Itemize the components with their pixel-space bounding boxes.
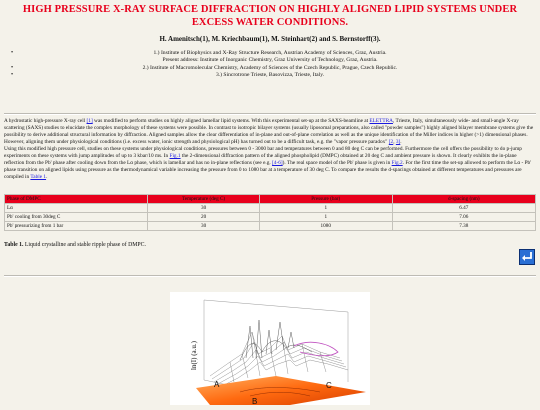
table-cell: Lα — [5, 204, 148, 213]
affiliation-item: • 1.) Institute of Biophysics and X-Ray Structure Research, Austrian Academy of Sciences, Graz, Austria. — [11, 50, 387, 56]
table-row — [5, 204, 536, 213]
bullet-icon: • — [11, 72, 14, 79]
diffraction-figure — [170, 292, 370, 405]
bullet-icon: • — [11, 64, 14, 71]
elettra-link[interactable]: ELETTRA — [369, 118, 393, 124]
table-cell: 1 — [259, 213, 392, 222]
table-cell: 7.38 — [392, 222, 535, 231]
abstract-text: A hydrostatic high-pressure X-ray cell [1] was modified to perform studies on highly aligned lamellar lipid systems. With this experimental set-up at the SAXS-beamline at ELETTRA, Trieste, Italy, simultaneously wide- and small-angle X-ray scattering (SAXS) studies to elucidate the complex morphology of these systems were possible. In contrast to isotropic bilayer systems (usually liposomal preparations, also called "powder samples") highly aligned bilayer membrane systems give the possibility to derive additional structural information by diffraction. Aligned samples allow the clear differentiation of in-plane and out-of-plane correlation as well as the unique identification of the Miller indices in higher (>1) dimensional phases. However, aligning them under physiological conditions (i.e. excess water, ionic strength and physiological pH) has turned out to be a difficult task, e.g. the "vapor pressure paradox" [2, 3]. Using this modified high pressure cell, studies on these systems under physiological conditions, pressures between 0 - 3000 bar and temperatures between 0 and 80 deg C can be performed. Furthermore the cell offers the possibility to do p-jump experiments on these systems with jump amplitudes of up to 3 kbar/10 ms. In Fig.1 the 2-dimensional diffraction pattern of the aligned phospholipid (DMPC) obtained at 20 deg C and ambient pressure is shown. It clearly exhibits the in-plane reflection from the Pb' phase after cooling down from the Lα phase, which is lamellar and has no in-plane reflections (see e.g. [4-6]). The real space model of the Pb' phase is given in Fig.2. For the first time the set-up allowed to perform the Lα - Pb' phase transition on aligned lipids using pressure as the thermodynamical variable increasing the pressure from 0 to 1080 bar at a temperature of 30 deg C. To compare the results the d-spacings obtained at different temperatures and pressures are compiled in Table 1. — [4, 118, 534, 180]
table-cell: 1 — [259, 204, 392, 213]
column-header-phase: Phase of DMPC — [5, 195, 148, 204]
projection-plane — [196, 376, 366, 405]
back-button[interactable] — [519, 249, 535, 265]
divider — [4, 275, 536, 277]
authors-line: H. Amenitsch(1), M. Kriechbaum(1), M. Steinhart(2) and S. Bernstorff(3). — [159, 35, 381, 43]
dmpc-phase-table — [4, 194, 536, 231]
reference-link-1[interactable]: [1] — [86, 118, 93, 124]
table-1-link[interactable]: Table 1 — [30, 174, 47, 180]
reference-link-2[interactable]: [2 — [388, 139, 394, 145]
table-cell: 6.47 — [392, 204, 535, 213]
column-header-d-spacing: d-spacing (nm) — [392, 195, 535, 204]
affiliations-list — [0, 50, 540, 80]
column-header-pressure: Pressure (bar) — [259, 195, 392, 204]
table-cell: Pb' pressurizing from 1 bar — [5, 222, 148, 231]
return-arrow-icon — [520, 250, 534, 264]
table-row — [5, 222, 536, 231]
label-a: A — [214, 380, 220, 389]
table-cell: 1080 — [259, 222, 392, 231]
reference-link-4-6[interactable]: [4-6] — [272, 160, 283, 166]
y-axis-label: ln(I) (a.u.) — [190, 341, 198, 370]
label-b: B — [252, 397, 258, 405]
table-row — [5, 213, 536, 222]
table-cell: 20 — [148, 213, 260, 222]
table-cell: 30 — [148, 204, 260, 213]
diffraction-3d-plot — [170, 292, 370, 405]
table-cell: Pb' cooling from 30deg C — [5, 213, 148, 222]
figure-1-link[interactable]: Fig.1 — [169, 153, 181, 159]
column-header-temperature: Temperature (deg C) — [148, 195, 260, 204]
table-cell: 7.06 — [392, 213, 535, 222]
table-cell: 30 — [148, 222, 260, 231]
affiliation-item: • 3.) Sincrotrone Trieste, Basovizza, Trieste, Italy. — [11, 72, 325, 79]
affiliation-item: • 2.) Institute of Macromolecular Chemistry, Academy of Sciences of the Czech Republic, Prague, Czech Republic. — [11, 64, 398, 71]
affiliation-item: Present address: Institute of Inorganic Chemistry, Graz University of Technology, Graz, Austria. — [162, 57, 378, 64]
bullet-icon: • — [11, 50, 14, 56]
reference-link-3[interactable]: 3] — [395, 139, 401, 145]
table-caption: Table 1. Liquid crystalline and stable ripple phase of DMPC. — [4, 242, 146, 248]
divider — [4, 113, 536, 115]
table-header-row — [5, 195, 536, 204]
label-c: C — [326, 381, 332, 390]
contour-line — [294, 342, 338, 356]
page-title: HIGH PRESSURE X-RAY SURFACE DIFFRACTION ON HIGHLY ALIGNED LIPID SYSTEMS UNDER EXCESS WATER CONDITIONS. — [22, 4, 518, 28]
figure-2-link[interactable]: Fig.2 — [391, 160, 403, 166]
